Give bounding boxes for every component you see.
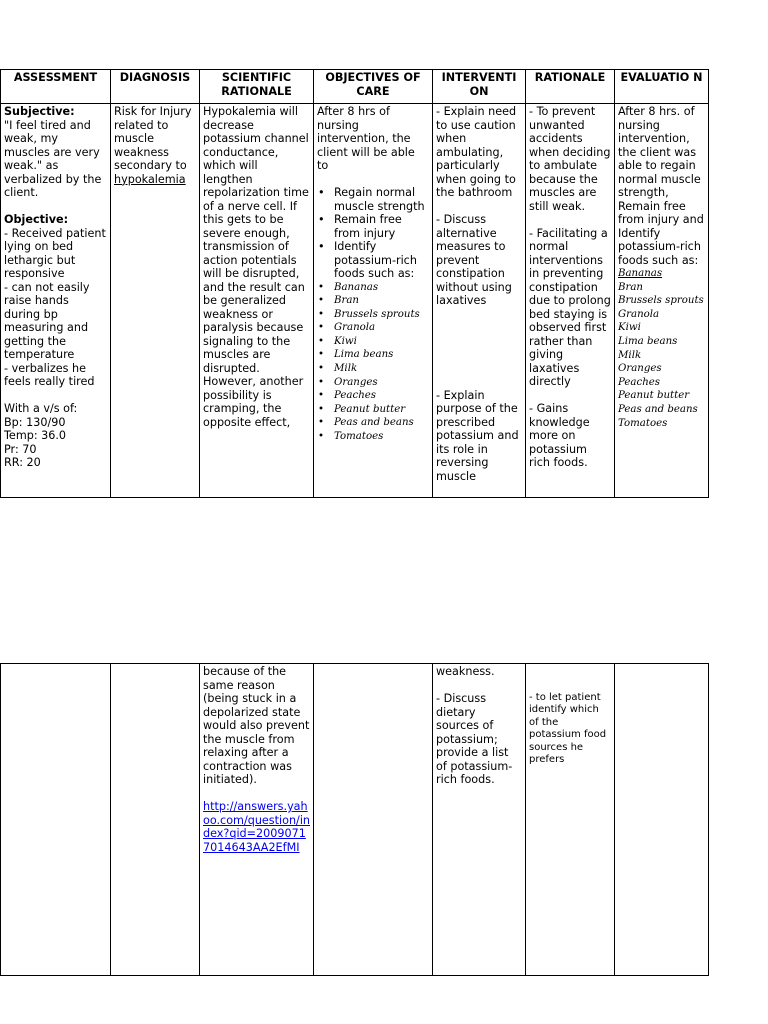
food-item: Kiwi bbox=[618, 322, 641, 334]
header-objectives: OBJECTIVES OF CARE bbox=[314, 70, 433, 104]
food-item: Lima beans bbox=[618, 335, 678, 347]
food-item: • Bananas bbox=[317, 281, 429, 295]
food-item: • Milk bbox=[317, 362, 429, 376]
intervention-cell bbox=[433, 104, 526, 498]
header-row bbox=[1, 70, 709, 104]
food-item: Peanut butter bbox=[618, 390, 690, 402]
vital-rr: RR: 20 bbox=[4, 456, 41, 469]
scientific-rationale-text-continued: because of the same reason (being stuck in a depolarized state would also prevent the muscle from relaxing after a contraction was initiated). bbox=[203, 665, 310, 786]
diagnosis-cell bbox=[111, 104, 200, 498]
care-plan-row bbox=[1, 104, 709, 498]
rationale-item: - to let patient identify which of the potassium food sources he prefers bbox=[529, 692, 607, 766]
subjective-text: "I feel tired and weak, my muscles are very weak." as verbalized by the client. bbox=[4, 118, 102, 199]
header-scientific-rationale: SCIENTIFIC RATIONALE bbox=[200, 70, 314, 104]
food-item: Tomatoes bbox=[618, 417, 668, 429]
intervention-item: - Explain need to use caution when ambulating, particularly when going to the bathroom bbox=[436, 105, 517, 199]
care-plan-table-part-2 bbox=[0, 663, 709, 976]
goal-item: • Identify potassium-rich foods such as: bbox=[317, 240, 429, 281]
evaluation-text: After 8 hrs. of nursing intervention, the client was able to regain normal muscle strength, Remain free from injury and Identify potassium-rich foods such as: bbox=[618, 105, 704, 267]
food-item: • Lima beans bbox=[317, 348, 429, 362]
objective-label: Objective: bbox=[4, 213, 69, 226]
rationale-cell bbox=[526, 104, 615, 498]
care-plan-row-continued bbox=[1, 664, 709, 976]
intervention-item: - Explain purpose of the prescribed potassium and its role in reversing muscle bbox=[436, 388, 519, 483]
vital-pr: Pr: 70 bbox=[4, 442, 37, 456]
assessment-cell-continued bbox=[1, 664, 111, 976]
objectives-cell bbox=[314, 104, 433, 498]
scientific-rationale-cell-continued bbox=[200, 664, 314, 976]
food-item: • Tomatoes bbox=[317, 430, 429, 444]
food-item: Milk bbox=[618, 349, 642, 361]
food-item: Oranges bbox=[618, 363, 662, 375]
vitals-label: With a v/s of: bbox=[4, 402, 78, 415]
evaluation-cell-continued bbox=[615, 664, 709, 976]
header-rationale: RATIONALE bbox=[526, 70, 615, 104]
objective-item: - verbalizes he feels really tired bbox=[4, 361, 95, 388]
rationale-cell-continued bbox=[526, 664, 615, 976]
header-intervention: INTERVENTI ON bbox=[433, 70, 526, 104]
header-diagnosis: DIAGNOSIS bbox=[111, 70, 200, 104]
objectives-food-list bbox=[317, 281, 429, 444]
reference-link[interactable]: http://answers.yahoo.com/question/index?qid=20090717014643AA2EfMI bbox=[203, 800, 311, 854]
food-item: Peaches bbox=[618, 376, 661, 388]
intervention-cell-continued bbox=[433, 664, 526, 976]
food-item: Granola bbox=[618, 308, 660, 320]
intervention-item: - Discuss alternative measures to prevent constipation without using laxatives bbox=[436, 213, 512, 307]
subjective-label: Subjective: bbox=[4, 105, 75, 118]
header-assessment: ASSESSMENT bbox=[1, 70, 111, 104]
care-plan-table-part-1 bbox=[0, 69, 709, 498]
intervention-item: - Discuss dietary sources of potassium; provide a list of potassium-rich foods. bbox=[436, 692, 513, 786]
objectives-cell-continued bbox=[314, 664, 433, 976]
food-item: • Bran bbox=[317, 294, 429, 308]
evaluation-food-list bbox=[618, 267, 705, 430]
food-item: Peas and beans bbox=[618, 403, 698, 415]
header-evaluation: EVALUATIO N bbox=[615, 70, 709, 104]
food-item: • Peanut butter bbox=[317, 403, 429, 417]
food-item: • Brussels sprouts bbox=[317, 308, 429, 322]
objective-item: - can not easily raise hands during bp measuring and getting the temperature bbox=[4, 280, 90, 361]
vital-bp: Bp: 130/90 bbox=[4, 415, 66, 429]
objectives-goals bbox=[317, 186, 429, 281]
rationale-item: - Gains knowledge more on potassium rich foods. bbox=[529, 402, 590, 469]
scientific-rationale-cell bbox=[200, 104, 314, 498]
food-item: • Peaches bbox=[317, 389, 429, 403]
diagnosis-term: hypokalemia bbox=[114, 172, 186, 186]
food-item: Bananas bbox=[618, 268, 663, 279]
goal-item: • Regain normal muscle strength bbox=[317, 186, 429, 213]
goal-item: • Remain free from injury bbox=[317, 213, 429, 240]
food-item: Brussels sprouts bbox=[618, 295, 704, 307]
vital-temp: Temp: 36.0 bbox=[4, 429, 67, 442]
diagnosis-cell-continued bbox=[111, 664, 200, 976]
assessment-cell bbox=[1, 104, 111, 498]
diagnosis-text: Risk for Injury related to muscle weakness secondary to bbox=[114, 105, 192, 172]
objectives-intro: After 8 hrs of nursing intervention, the client will be able to bbox=[317, 105, 415, 172]
evaluation-cell bbox=[615, 104, 709, 498]
food-item: Bran bbox=[618, 281, 643, 293]
scientific-rationale-text: Hypokalemia will decrease potassium channel conductance, which will lengthen repolarization time of a nerve cell. If this gets to be severe enough, transmission of action potentials will be disrupted, and the result can be generalized weakness or paralysis because signaling to the muscles are disrupted. However, another possibility is cramping, the opposite effect, bbox=[203, 105, 309, 429]
intervention-item-continued: weakness. bbox=[436, 665, 495, 678]
food-item: • Kiwi bbox=[317, 335, 429, 349]
rationale-item: - To prevent unwanted accidents when deciding to ambulate because the muscles are still weak. bbox=[529, 105, 611, 213]
objective-item: - Received patient lying on bed lethargic but responsive bbox=[4, 226, 106, 280]
food-item: • Peas and beans bbox=[317, 416, 429, 430]
food-item: • Oranges bbox=[317, 376, 429, 390]
food-item: • Granola bbox=[317, 321, 429, 335]
rationale-item: - Facilitating a normal interventions in preventing constipation due to prolong bed staying is observed first rather than giving laxatives directly bbox=[529, 226, 611, 388]
